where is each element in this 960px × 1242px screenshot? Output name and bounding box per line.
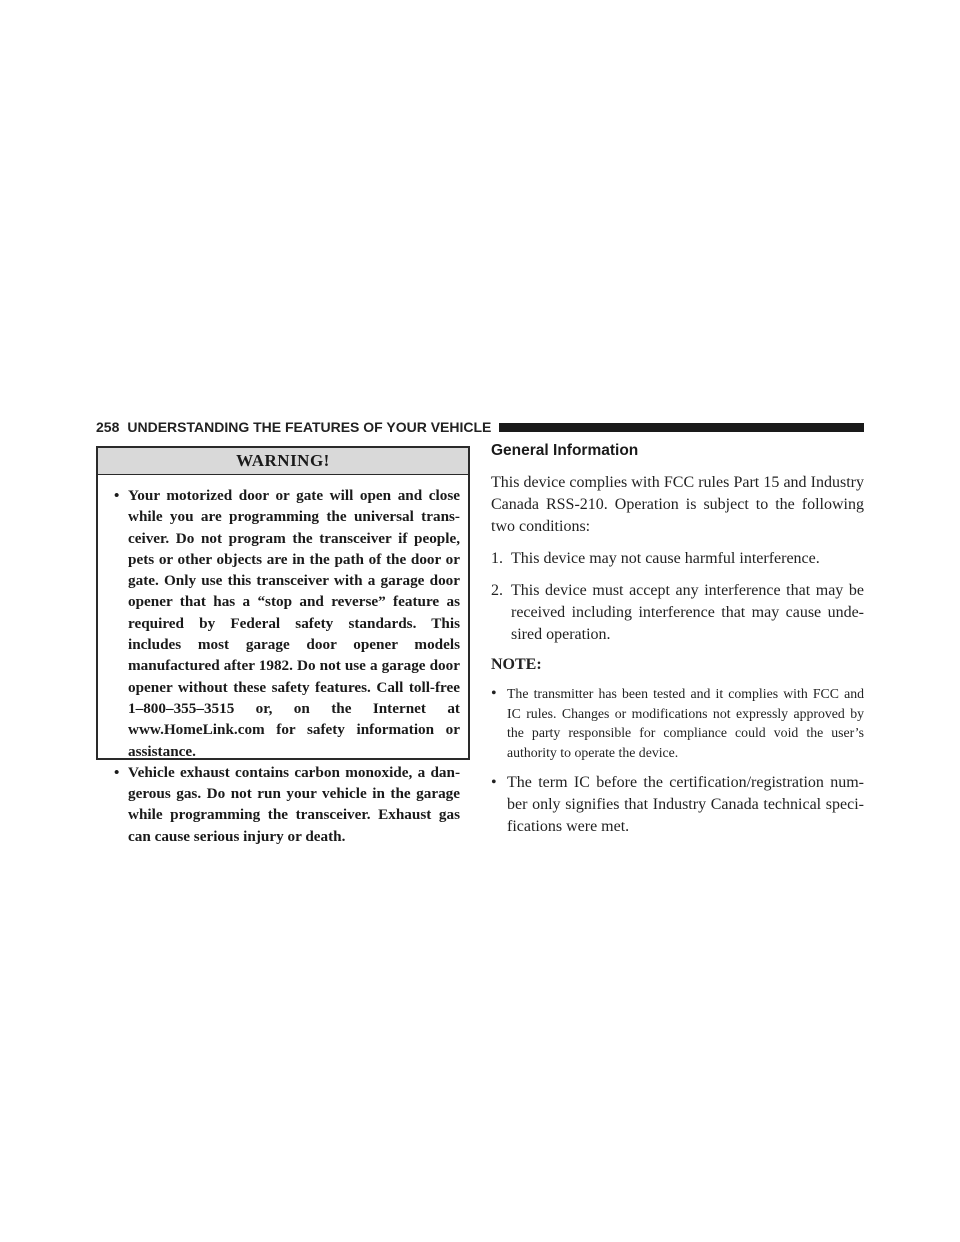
bullet-icon: • — [114, 763, 120, 781]
header-rule — [499, 423, 864, 432]
condition-number: 2. — [491, 582, 503, 599]
bullet-icon: • — [114, 487, 120, 504]
warning-bullet — [114, 762, 460, 847]
condition-text: This device must accept any interference that may be received including interference that may cause unde-sired operation. — [511, 582, 864, 643]
note-item — [491, 772, 864, 838]
section-heading: General Information — [491, 442, 639, 459]
page-number: 258 — [96, 419, 120, 435]
condition-text: This device may not cause harmful interference. — [511, 550, 820, 567]
bullet-icon: • — [491, 685, 497, 702]
warning-body — [98, 475, 468, 847]
note-text: The transmitter has been tested and it complies with FCC and IC rules. Changes or modifications not expressly approved by the party responsible for compliance could void the user’s authority to operate the device. — [507, 686, 864, 760]
warning-bullet-text: Your motorized door or gate will open and close while you are programming the universal trans-ceiver. Do not program the transceiver if people, pets or other objects are in the path of the door or gate. Only use this transceiver with a garage door opener that has a “stop and reverse” feature as required by Federal safety standards. This includes most garage door opener models manufactured after 1982. Do not use a garage door opener without these safety features. Call toll-free 1–800–355–3515 or, on the Internet at www.HomeLink.com for safety information or assistance. — [128, 487, 460, 760]
warning-title: WARNING! — [98, 448, 468, 475]
note-text: The term IC before the certification/registration num-ber only signifies that Industry Canada technical speci-fications were met. — [507, 774, 864, 835]
general-information-section — [491, 440, 864, 838]
condition-item — [491, 580, 864, 646]
page-header — [96, 417, 864, 437]
warning-bullet — [114, 485, 460, 762]
section-title: UNDERSTANDING THE FEATURES OF YOUR VEHICLE — [127, 419, 492, 435]
intro-paragraph: This device complies with FCC rules Part 15 and Industry Canada RSS-210. Operation is subject to the following two conditions: — [491, 474, 864, 535]
warning-box — [96, 446, 470, 845]
condition-item — [491, 548, 864, 570]
note-item — [491, 684, 864, 762]
bullet-icon: • — [491, 774, 497, 791]
condition-number: 1. — [491, 550, 503, 567]
warning-bullet-text: Vehicle exhaust contains carbon monoxide, a dan-gerous gas. Do not run your vehicle in the garage while programming the transceiver. Exhaust gas can cause serious injury or death. — [128, 763, 460, 845]
note-label: NOTE: — [491, 656, 542, 673]
